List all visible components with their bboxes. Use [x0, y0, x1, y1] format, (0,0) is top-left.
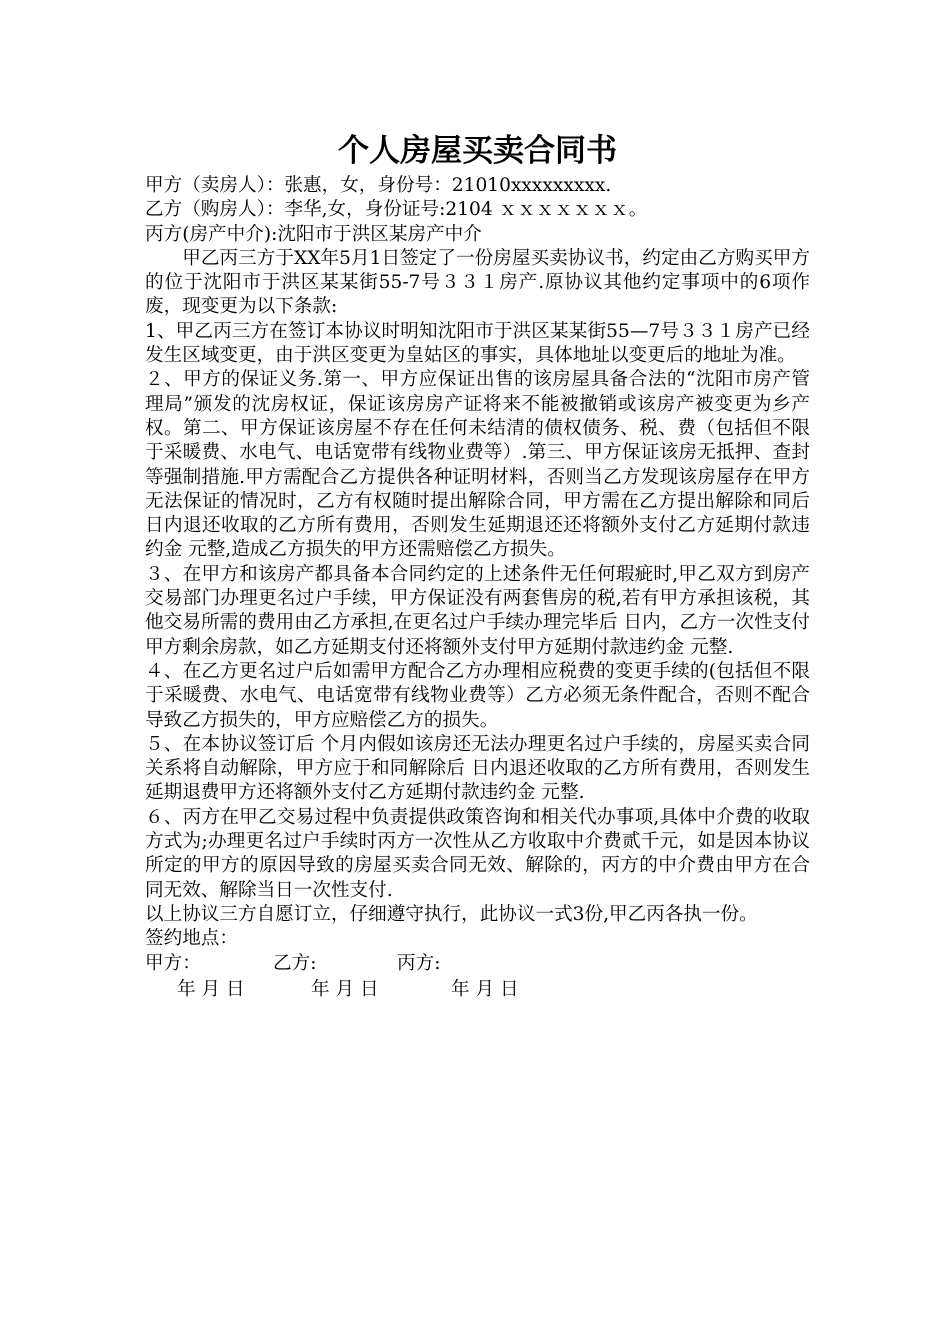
- closing-paragraph: 以上协议三方自愿订立，仔细遵守执行，此协议一式3份,甲乙丙各执一份。: [145, 903, 758, 925]
- date-party-a: 年 月 日: [177, 978, 245, 1000]
- date-row: [145, 976, 810, 1004]
- party-a-line: 甲方（卖房人）：张惠，女，身份号：21010xxxxxxxxx.: [145, 175, 612, 196]
- clause-6: ６、丙方在甲乙交易过程中负责提供政策咨询和相关代办事项,具体中介费的收取方式为;办理更名过户手续时丙方一次性从乙方收取中介费贰千元，如是因本协议所定的甲方的原因导致的房屋买卖合同无效、解除的，丙方的中介费由甲方在合同无效、解除当日一次性支付.: [145, 806, 810, 901]
- signature-row: [145, 952, 810, 976]
- signing-place: 签约地点：: [145, 928, 238, 950]
- clause-4: ４、在乙方更名过户后如需甲方配合乙方办理相应税费的变更手续的(包括但不限于采暖费、水电气、电话宽带有线物业费等）乙方必须无条件配合，否则不配合导致乙方损失的，甲方应赔偿乙方的损失。: [145, 660, 810, 731]
- signature-party-c: 丙方:: [397, 952, 441, 974]
- date-party-c: 年 月 日: [451, 978, 519, 1000]
- clause-3: ３、在甲方和该房产都具备本合同约定的上述条件无任何瑕疵时,甲乙双方到房产交易部门办理更名过户手续，甲方保证没有两套售房的税,若有甲方承担该税，其他交易所需的费用由乙方承担,在更名过户手续办理完毕后 日内，乙方一次性支付甲方剩余房款，如乙方延期支付还将额外支付甲方延期付款违约金 元整.: [145, 563, 810, 658]
- clause-1: 1、甲乙丙三方在签订本协议时明知沈阳市于洪区某某街55—7号３３１房产已经发生区域变更，由于洪区变更为皇姑区的事实，具体地址以变更后的地址为准。: [145, 320, 810, 367]
- signature-party-a: 甲方：: [145, 952, 201, 974]
- party-b-line: 乙方（购房人）：李华,女，身份证号:2104 ｘｘｘｘｘｘｘ。: [145, 199, 648, 221]
- clause-2: ２、甲方的保证义务.第一、甲方应保证出售的该房屋具备合法的“沈阳市房产管理局”颁发的沈房权证，保证该房房产证将来不能被撤销或该房产被变更为乡产权。第二、甲方保证该房屋不存在任何未结清的债权债务、税、费（包括但不限于采暖费、水电气、电话宽带有线物业费等）.第三、甲方保证该房无抵押、查封等强制措施.甲方需配合乙方提供各种证明材料，否则当乙方发现该房屋存在甲方无法保证的情况时，乙方有权随时提出解除合同，甲方需在乙方提出解除和同后 日内退还收取的乙方所有费用，否则发生延期退还还将额外支付乙方延期付款违约金 元整,造成乙方损失的甲方还需赔偿乙方损失。: [145, 369, 810, 561]
- party-c-line: 丙方(房产中介):沈阳市于洪区某房产中介: [145, 223, 482, 245]
- date-party-b: 年 月 日: [311, 978, 379, 1000]
- intro-paragraph: 甲乙丙三方于XX年5月1日签定了一份房屋买卖协议书，约定由乙方购买甲方的位于沈阳市于洪区某某街55-7号３３１房产.原协议其他约定事项中的6项作废，现变更为以下条款:: [145, 247, 810, 318]
- signature-party-b: 乙方:: [273, 952, 317, 974]
- contract-document: [145, 128, 810, 1004]
- document-title: 个人房屋买卖合同书: [338, 133, 617, 169]
- clause-5: ５、在本协议签订后 个月内假如该房还无法办理更名过户手续的，房屋买卖合同关系将自动解除，甲方应于和同解除后 日内退还收取的乙方所有费用，否则发生延期退费甲方还将额外支付乙方延期付款违约金 元整.: [145, 733, 810, 804]
